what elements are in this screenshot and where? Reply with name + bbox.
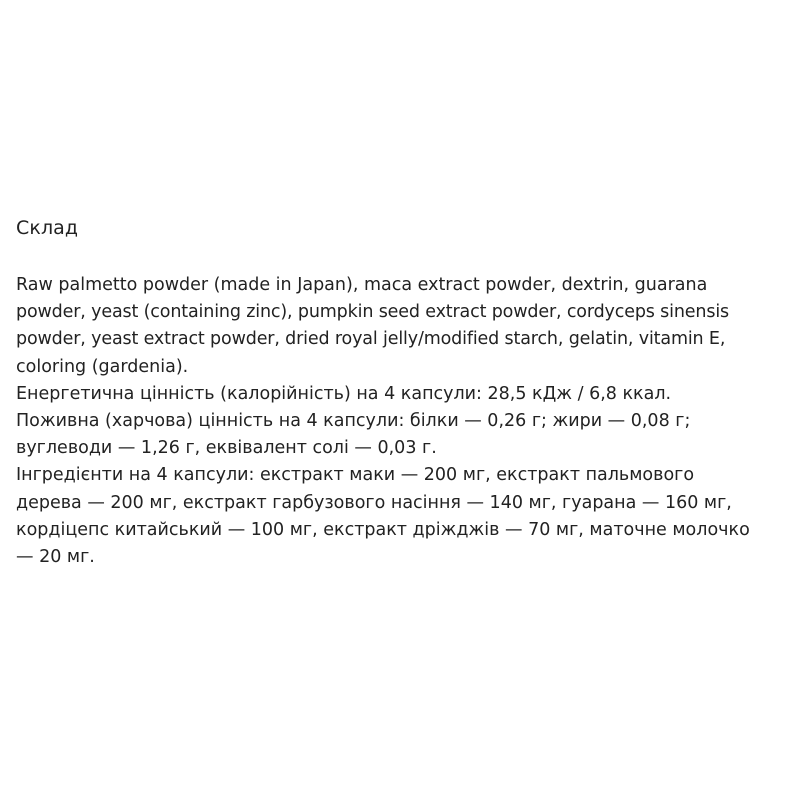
ingredients-line-3: кордіцепс китайський — 100 мг, екстракт дріжджів — 70 мг, маточне молочко bbox=[16, 519, 750, 540]
composition-text bbox=[16, 272, 750, 571]
ingredients-line-1: Інгредієнти на 4 капсули: екстракт маки — 200 мг, екстракт пальмового bbox=[16, 465, 695, 486]
composition-line-4: coloring (gardenia). bbox=[16, 356, 189, 377]
ingredients-line-4: — 20 мг. bbox=[16, 546, 95, 567]
energy-value-line: Енергетична цінність (калорійність) на 4 капсули: 28,5 кДж / 6,8 ккал. bbox=[16, 383, 672, 404]
ingredients-line-2: дерева — 200 мг, екстракт гарбузового насіння — 140 мг, гуарана — 160 мг, bbox=[16, 492, 732, 513]
nutrition-value-line-1: Поживна (харчова) цінність на 4 капсули: білки — 0,26 г; жири — 0,08 г; bbox=[16, 410, 691, 431]
composition-line-3: powder, yeast extract powder, dried royal jelly/modified starch, gelatin, vitamin E, bbox=[16, 329, 726, 350]
nutrition-value-line-2: вуглеводи — 1,26 г, еквівалент солі — 0,03 г. bbox=[16, 438, 437, 459]
composition-line-1: Raw palmetto powder (made in Japan), maca extract powder, dextrin, guarana bbox=[16, 275, 708, 295]
section-heading: Склад bbox=[16, 217, 79, 239]
composition-line-2: powder, yeast (containing zinc), pumpkin seed extract powder, cordyceps sinensis bbox=[16, 302, 730, 323]
